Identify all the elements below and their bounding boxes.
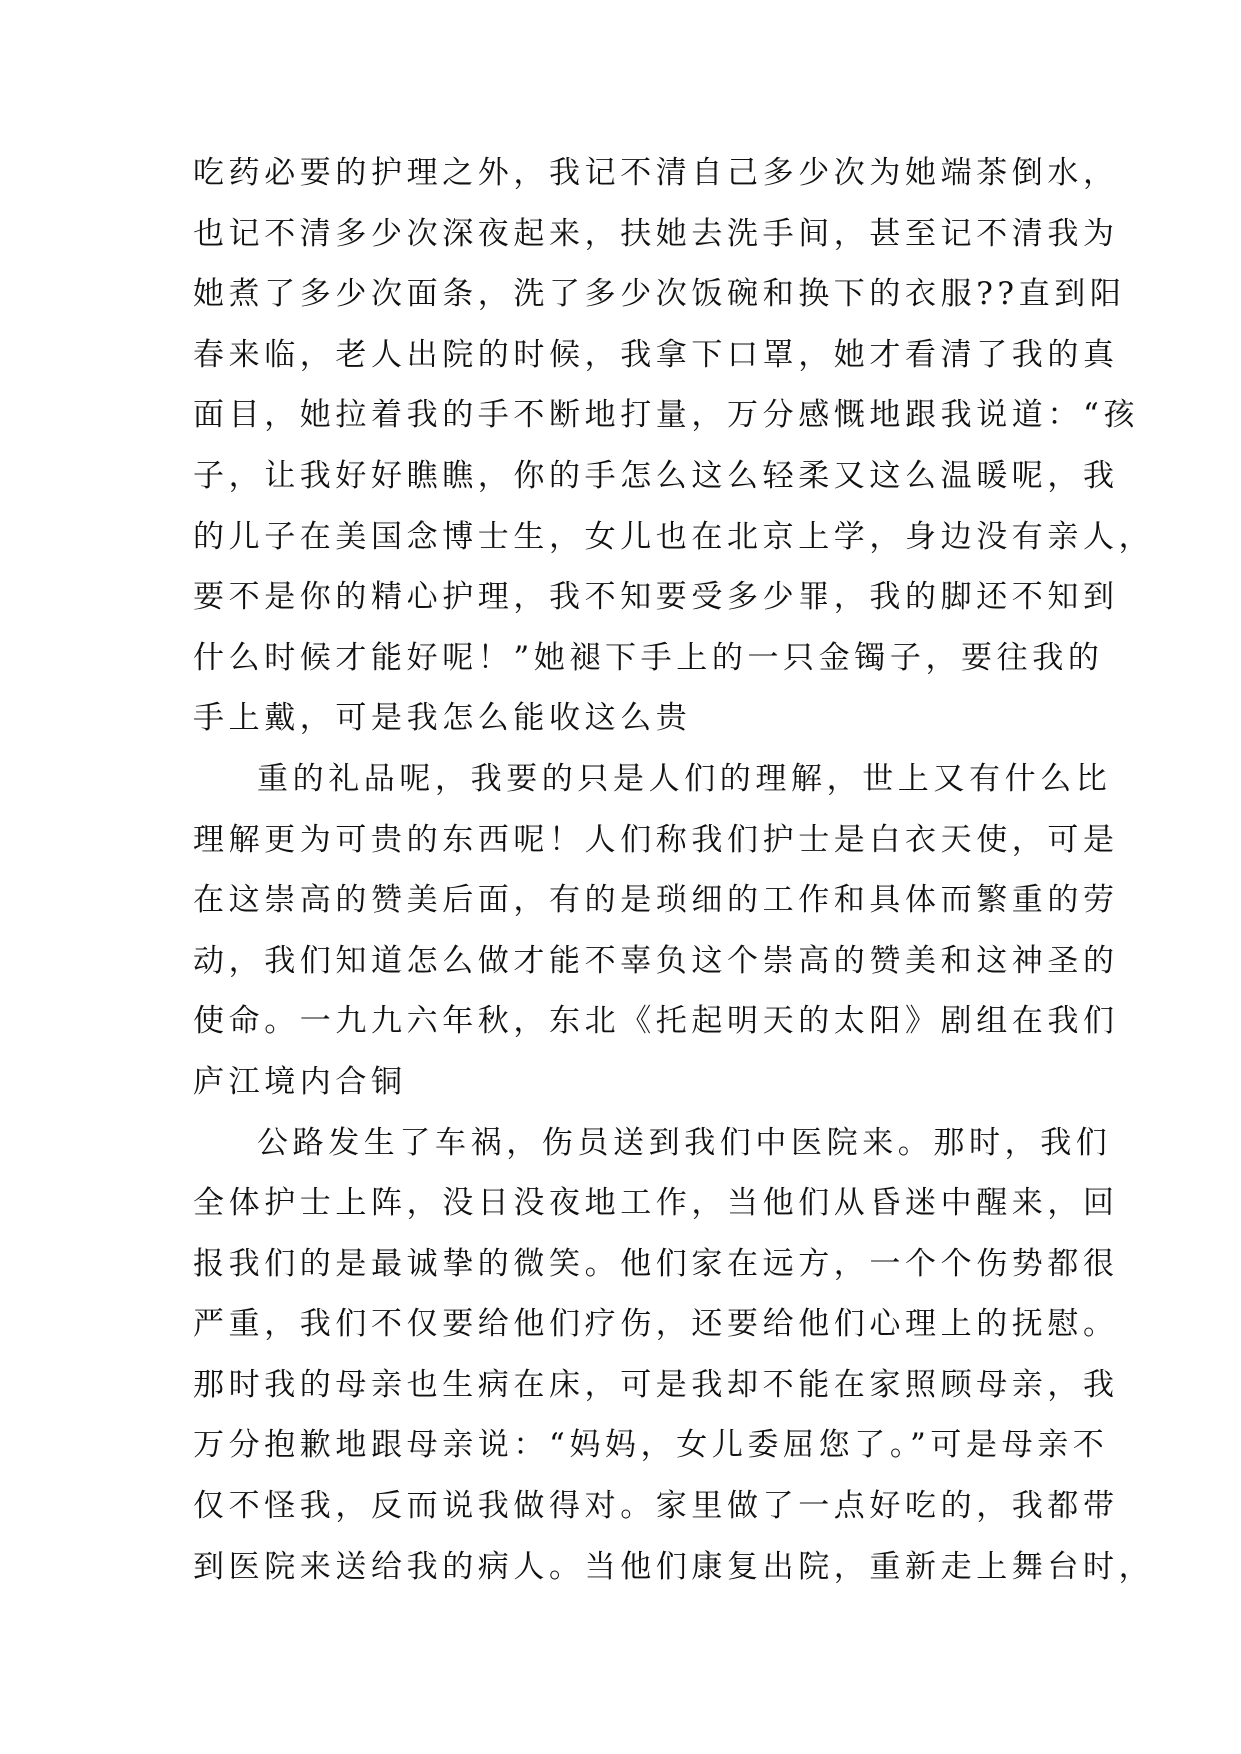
text-line: 那时我的母亲也生病在床，可是我却不能在家照顾母亲，我 bbox=[193, 1366, 1119, 1403]
text-line: 动，我们知道怎么做才能不辜负这个崇高的赞美和这神圣的 bbox=[193, 942, 1119, 979]
text-line: 理解更为可贵的东西呢！人们称我们护士是白衣天使，可是 bbox=[193, 821, 1119, 858]
text-line: 子，让我好好瞧瞧，你的手怎么这么轻柔又这么温暖呢，我 bbox=[193, 457, 1119, 494]
text-line: 也记不清多少次深夜起来，扶她去洗手间，甚至记不清我为 bbox=[193, 215, 1119, 252]
text-line: 春来临，老人出院的时候，我拿下口罩，她才看清了我的真 bbox=[193, 336, 1119, 373]
paragraph-first-line: 重的礼品呢，我要的只是人们的理解，世上又有什么比 bbox=[257, 760, 1112, 797]
text-line: 面目，她拉着我的手不断地打量，万分感慨地跟我说道：“孩 bbox=[193, 397, 1140, 434]
text-line: 全体护士上阵，没日没夜地工作，当他们从昏迷中醒来，回 bbox=[193, 1185, 1119, 1222]
text-line: 什么时候才能好呢！”她褪下手上的一只金镯子，要往我的 bbox=[193, 639, 1104, 676]
text-line: 手上戴，可是我怎么能收这么贵 bbox=[193, 700, 692, 737]
text-line: 仅不怪我，反而说我做得对。家里做了一点好吃的，我都带 bbox=[193, 1488, 1119, 1525]
text-line: 庐江境内合铜 bbox=[193, 1063, 407, 1100]
text-line: 到医院来送给我的病人。当他们康复出院，重新走上舞台时， bbox=[193, 1548, 1155, 1585]
text-line: 的儿子在美国念博士生，女儿也在北京上学，身边没有亲人， bbox=[193, 518, 1155, 555]
text-line: 严重，我们不仅要给他们疗伤，还要给他们心理上的抚慰。 bbox=[193, 1306, 1119, 1343]
text-line: 吃药必要的护理之外，我记不清自己多少次为她端茶倒水， bbox=[193, 155, 1119, 191]
text-line: 要不是你的精心护理，我不知要受多少罪，我的脚还不知到 bbox=[193, 579, 1119, 616]
text-line: 万分抱歉地跟母亲说：“妈妈，女儿委屈您了。”可是母亲不 bbox=[193, 1427, 1109, 1464]
text-line: 报我们的是最诚挚的微笑。他们家在远方，一个个伤势都很 bbox=[193, 1245, 1119, 1282]
body-text bbox=[193, 143, 1155, 1597]
paragraph-first-line: 公路发生了车祸，伤员送到我们中医院来。那时，我们 bbox=[257, 1124, 1112, 1161]
text-line: 在这崇高的赞美后面，有的是琐细的工作和具体而繁重的劳 bbox=[193, 882, 1119, 919]
text-line: 她煮了多少次面条，洗了多少次饭碗和换下的衣服??直到阳 bbox=[193, 276, 1126, 313]
text-line: 使命。一九九六年秋，东北《托起明天的太阳》剧组在我们 bbox=[193, 1003, 1119, 1040]
